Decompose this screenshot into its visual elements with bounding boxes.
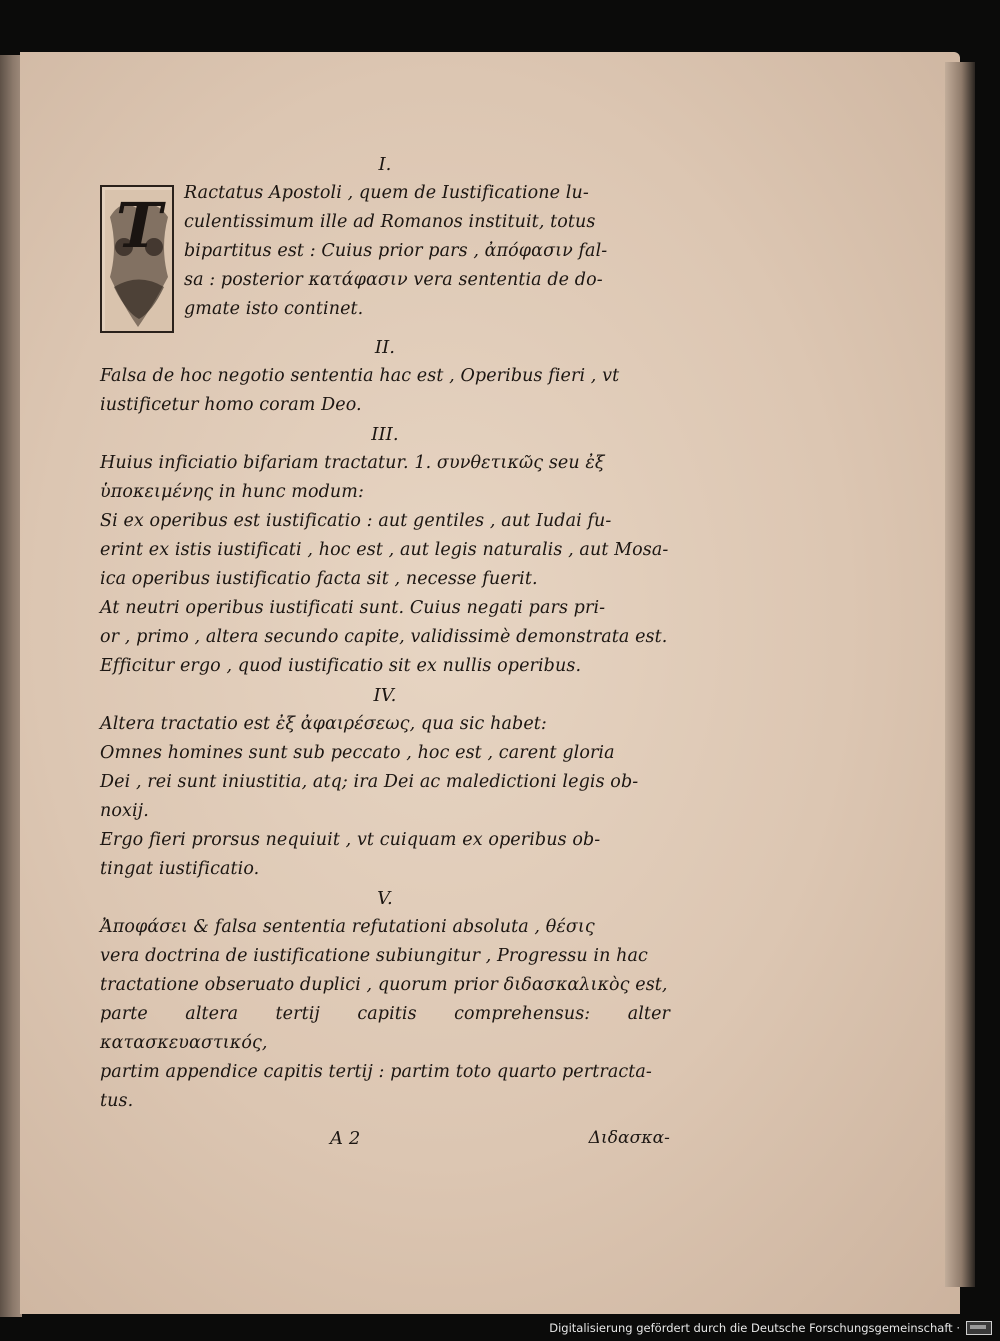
text-line: gmate isto continet.: [184, 299, 364, 319]
text-line: At neutri operibus iustificati sunt. Cuius negati pars pri-: [100, 598, 606, 618]
text-line: culentissimum ille ad Romanos instituit, totus: [184, 212, 596, 232]
section-numeral: III.: [371, 424, 399, 445]
text-line: bipartitus est : Cuius prior pars , ἀπόφασιν fal-: [184, 241, 608, 261]
text-line: Efficitur ergo , quod iustificatio sit ex nullis operibus.: [100, 656, 582, 676]
text-line: noxij.: [100, 801, 149, 821]
dfg-logo-icon: [966, 1321, 992, 1335]
text-line: Omnes homines sunt sub peccato , hoc est , carent gloria: [100, 743, 615, 763]
adjacent-page-edge: [0, 55, 22, 1317]
dropcap-letter: T: [115, 189, 163, 262]
credit-text: Digitalisierung gefördert durch die Deutsche Forschungsgemeinschaft ·: [549, 1321, 960, 1335]
section-numeral: V.: [377, 888, 393, 909]
text-line: tingat iustificatio.: [100, 859, 260, 879]
page-footer: [100, 1124, 670, 1153]
text-line: ica operibus iustificatio facta sit , necesse fuerit.: [100, 569, 538, 589]
text-line: erint ex istis iustificati , hoc est , aut legis naturalis , aut Mosa-: [100, 540, 669, 560]
text-line: Ἀποφάσει & falsa sententia refutationi absoluta , θέσις: [100, 917, 595, 937]
text-line: partim appendice capitis tertij : partim toto quarto pertracta-: [100, 1062, 652, 1082]
section-numeral: IV.: [373, 685, 397, 706]
digitization-credit: [549, 1321, 992, 1335]
text-line: Huius inficiatio bifariam tractatur. 1. συνθετικῶς seu ἐξ: [100, 453, 605, 473]
text-line: ὑποκειμένης in hunc modum:: [100, 482, 364, 502]
text-line: parte altera tertij capitis comprehensus: alter κατασκευαστικός,: [100, 1004, 670, 1053]
page-fore-edge: [945, 62, 975, 1287]
section-numeral: I.: [378, 154, 392, 175]
text-line: Falsa de hoc negotio sententia hac est , Operibus fieri , vt: [100, 366, 620, 386]
text-line: sa : posterior κατάφασιν vera sententia de do-: [184, 270, 603, 290]
signature-mark: A 2: [330, 1128, 361, 1149]
page-text: [100, 150, 670, 1153]
text-line: tus.: [100, 1091, 134, 1111]
text-line: Si ex operibus est iustificatio : aut gentiles , aut Iudai fu-: [100, 511, 612, 531]
text-line: Dei , rei sunt iniustitia, atq; ira Dei ac maledictioni legis ob-: [100, 772, 639, 792]
text-line: iustificetur homo coram Deo.: [100, 395, 362, 415]
section-1: [115, 179, 670, 324]
text-line: vera doctrina de iustificatione subiungitur , Progressu in hac: [100, 946, 648, 966]
text-line: Ergo fieri prorsus nequiuit , vt cuiquam ex operibus ob-: [100, 830, 601, 850]
section-numeral: II.: [374, 337, 396, 358]
catchword: Διδασκα-: [588, 1128, 670, 1148]
ornamental-dropcap: [100, 185, 174, 333]
text-line: tractatione obseruato duplici , quorum prior διδασκαλικὸς est,: [100, 975, 668, 995]
text-line: Altera tractatio est ἐξ ἀφαιρέσεως, qua sic habet:: [100, 714, 547, 734]
text-line: Ractatus Apostoli , quem de Iustificatione lu-: [184, 183, 589, 203]
text-line: or , primo , altera secundo capite, validissimè demonstrata est.: [100, 627, 668, 647]
